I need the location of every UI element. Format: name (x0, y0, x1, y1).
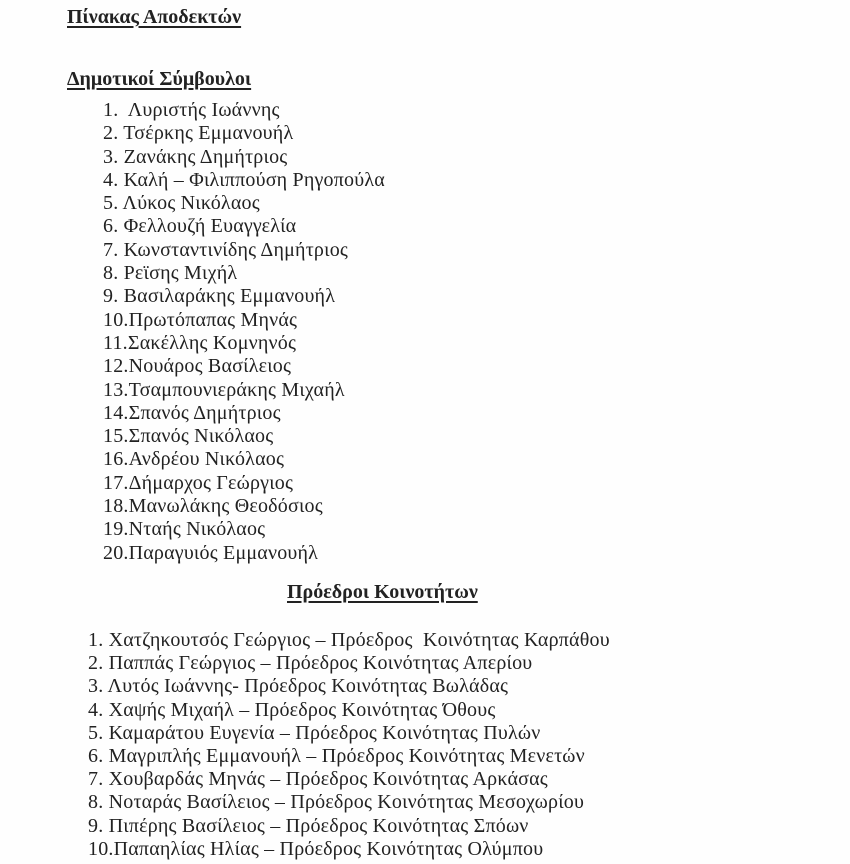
list-item: 2. Παππάς Γεώργιος – Πρόεδρος Κοινότητας Απερίου (88, 652, 533, 675)
list-item: 18.Μανωλάκης Θεοδόσιος (103, 495, 323, 518)
list-item: 16.Ανδρέου Νικόλαος (103, 448, 285, 471)
list-item: 15.Σπανός Νικόλαος (103, 425, 274, 448)
list-item: 8. Ρεϊσης Μιχήλ (103, 262, 238, 285)
list-item: 7. Χουβαρδάς Μηνάς – Πρόεδρος Κοινότητας Αρκάσας (88, 768, 548, 791)
list-item: 6. Μαγριπλής Εμμανουήλ – Πρόεδρος Κοινότητας Μενετών (88, 744, 585, 767)
presidents-list (88, 629, 610, 861)
list-item: 14.Σπανός Δημήτριος (103, 401, 281, 424)
list-item: 11.Σακέλλης Κομνηνός (103, 331, 297, 354)
list-item: 1. Λυριστής Ιωάννης (103, 99, 280, 121)
list-item: 3. Ζανάκης Δημήτριος (103, 145, 288, 168)
section-heading-presidents: Πρόεδροι Κοινοτήτων (287, 581, 478, 603)
list-item: 10.Πρωτόπαπας Μηνάς (103, 308, 298, 331)
list-item: 2. Τσέρκης Εμμανουήλ (103, 122, 294, 145)
list-item: 4. Χαψής Μιχαήλ – Πρόεδρος Κοινότητας Όθους (88, 698, 496, 721)
list-item: 10.Παπαηλίας Ηλίας – Πρόεδρος Κοινότητας Ολύμπου (88, 837, 544, 860)
list-item: 9. Βασιλαράκης Εμμανουήλ (103, 285, 336, 308)
list-item: 19.Νταής Νικόλαος (103, 518, 266, 541)
list-item: 9. Πιπέρης Βασίλειος – Πρόεδρος Κοινότητας Σπόων (88, 814, 529, 837)
document-title: Πίνακας Αποδεκτών (67, 6, 242, 28)
list-item: 12.Νουάρος Βασίλειος (103, 355, 292, 378)
list-item: 1. Χατζηκουτσός Γεώργιος – Πρόεδρος Κοινότητας Καρπάθου (88, 629, 610, 651)
list-item: 17.Δήμαρχος Γεώργιος (103, 471, 294, 494)
list-item: 3. Λυτός Ιωάννης- Πρόεδρος Κοινότητας Βωλάδας (88, 675, 509, 698)
councilors-list (103, 99, 385, 565)
list-item: 5. Καμαράτου Ευγενία – Πρόεδρος Κοινότητας Πυλών (88, 721, 541, 744)
list-item: 8. Νοταράς Βασίλειος – Πρόεδρος Κοινότητας Μεσοχωρίου (88, 791, 585, 814)
list-item: 13.Τσαμπουνιεράκης Μιχαήλ (103, 378, 345, 401)
section-heading-councilors: Δημοτικοί Σύμβουλοι (67, 68, 252, 90)
list-item: 6. Φελλουζή Ευαγγελία (103, 215, 297, 238)
list-item: 7. Κωνσταντινίδης Δημήτριος (103, 238, 349, 261)
list-item: 4. Καλή – Φιλιππούση Ρηγοπούλα (103, 168, 385, 191)
list-item: 20.Παραγυιός Εμμανουήλ (103, 541, 319, 564)
list-item: 5. Λύκος Νικόλαος (103, 192, 260, 215)
